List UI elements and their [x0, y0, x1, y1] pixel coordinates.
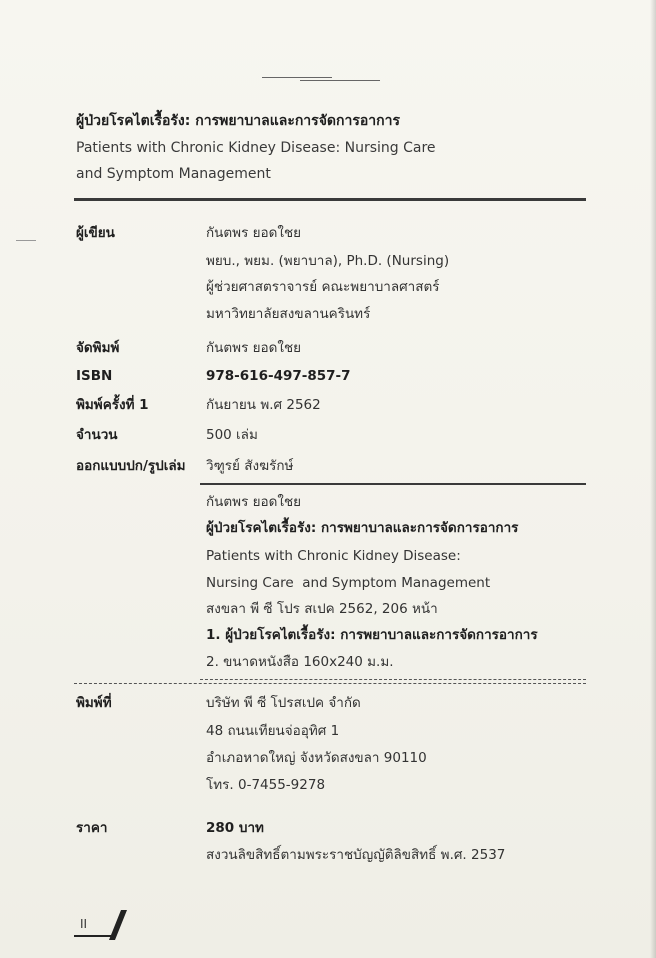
publisher-label: จัดพิมพ์ — [76, 340, 120, 356]
edition-value: กันยายน พ.ศ 2562 — [206, 397, 321, 413]
copies-value: 500 เล่ม — [206, 427, 258, 443]
edition-label: พิมพ์ครั้งที่ 1 — [76, 397, 149, 413]
catalog-bottom-divider — [200, 679, 586, 680]
printer-name: บริษัท พี ซี โปรสเปค จำกัด — [206, 695, 361, 711]
page-number: II — [80, 917, 88, 931]
isbn-value: 978-616-497-857-7 — [206, 368, 351, 384]
section-divider — [74, 198, 586, 201]
design-value: วิฑูรย์ สังฆรักษ์ — [206, 458, 294, 474]
catalog-subject-1: 1. ผู้ป่วยโรคไตเรื้อรัง: การพยาบาลและการจัดการอาการ — [206, 627, 538, 643]
paper-mark — [262, 77, 332, 78]
author-name: กันตพร ยอดใชย — [206, 225, 302, 241]
copyright-notice: สงวนลิขสิทธิ์ตามพระราชบัญญัติลิขสิทธิ์ พ.ศ. 2537 — [206, 847, 506, 863]
printer-phone: โทร. 0-7455-9278 — [206, 777, 326, 793]
printer-address-1: 48 ถนนเทียนจ่ออุทิศ 1 — [206, 723, 340, 739]
book-title-english-line1: Patients with Chronic Kidney Disease: Nursing Care — [76, 140, 436, 156]
slash-mark-icon — [108, 910, 128, 940]
publisher-value: กันตพร ยอดใชย — [206, 340, 302, 356]
price-label: ราคา — [76, 820, 108, 836]
isbn-label: ISBN — [76, 368, 113, 384]
catalog-title-english-1: Patients with Chronic Kidney Disease: — [206, 548, 461, 564]
printer-address-2: อำเภอหาดใหญ่ จังหวัดสงขลา 90110 — [206, 750, 427, 766]
author-degree: พยบ., พยม. (พยาบาล), Ph.D. (Nursing) — [206, 253, 450, 269]
catalog-imprint: สงขลา พี ซี โปร สเปค 2562, 206 หน้า — [206, 601, 438, 617]
catalog-subject-2: 2. ขนาดหนังสือ 160x240 ม.ม. — [206, 654, 394, 670]
catalog-top-divider — [200, 483, 586, 485]
section-divider-2 — [74, 683, 586, 684]
author-label: ผู้เขียน — [76, 225, 115, 241]
catalog-title-thai: ผู้ป่วยโรคไตเรื้อรัง: การพยาบาลและการจัดการอาการ — [206, 520, 519, 536]
price-value: 280 บาท — [206, 820, 264, 836]
copies-label: จำนวน — [76, 427, 118, 443]
book-title-thai: ผู้ป่วยโรคไตเรื้อรัง: การพยาบาลและการจัดการอาการ — [76, 113, 400, 129]
printer-label: พิมพ์ที่ — [76, 695, 112, 711]
author-position: ผู้ช่วยศาสตราจารย์ คณะพยาบาลศาสตร์ — [206, 279, 440, 295]
catalog-title-english-2: Nursing Care and Symptom Management — [206, 575, 491, 591]
page-edge-shadow — [650, 0, 656, 958]
paper-mark — [300, 80, 380, 81]
paper-mark — [16, 240, 36, 241]
catalog-author: กันตพร ยอดใชย — [206, 494, 302, 510]
design-label: ออกแบบปก/รูปเล่ม — [76, 458, 186, 474]
author-university: มหาวิทยาลัยสงขลานครินทร์ — [206, 306, 371, 322]
book-title-english-line2: and Symptom Management — [76, 166, 271, 182]
